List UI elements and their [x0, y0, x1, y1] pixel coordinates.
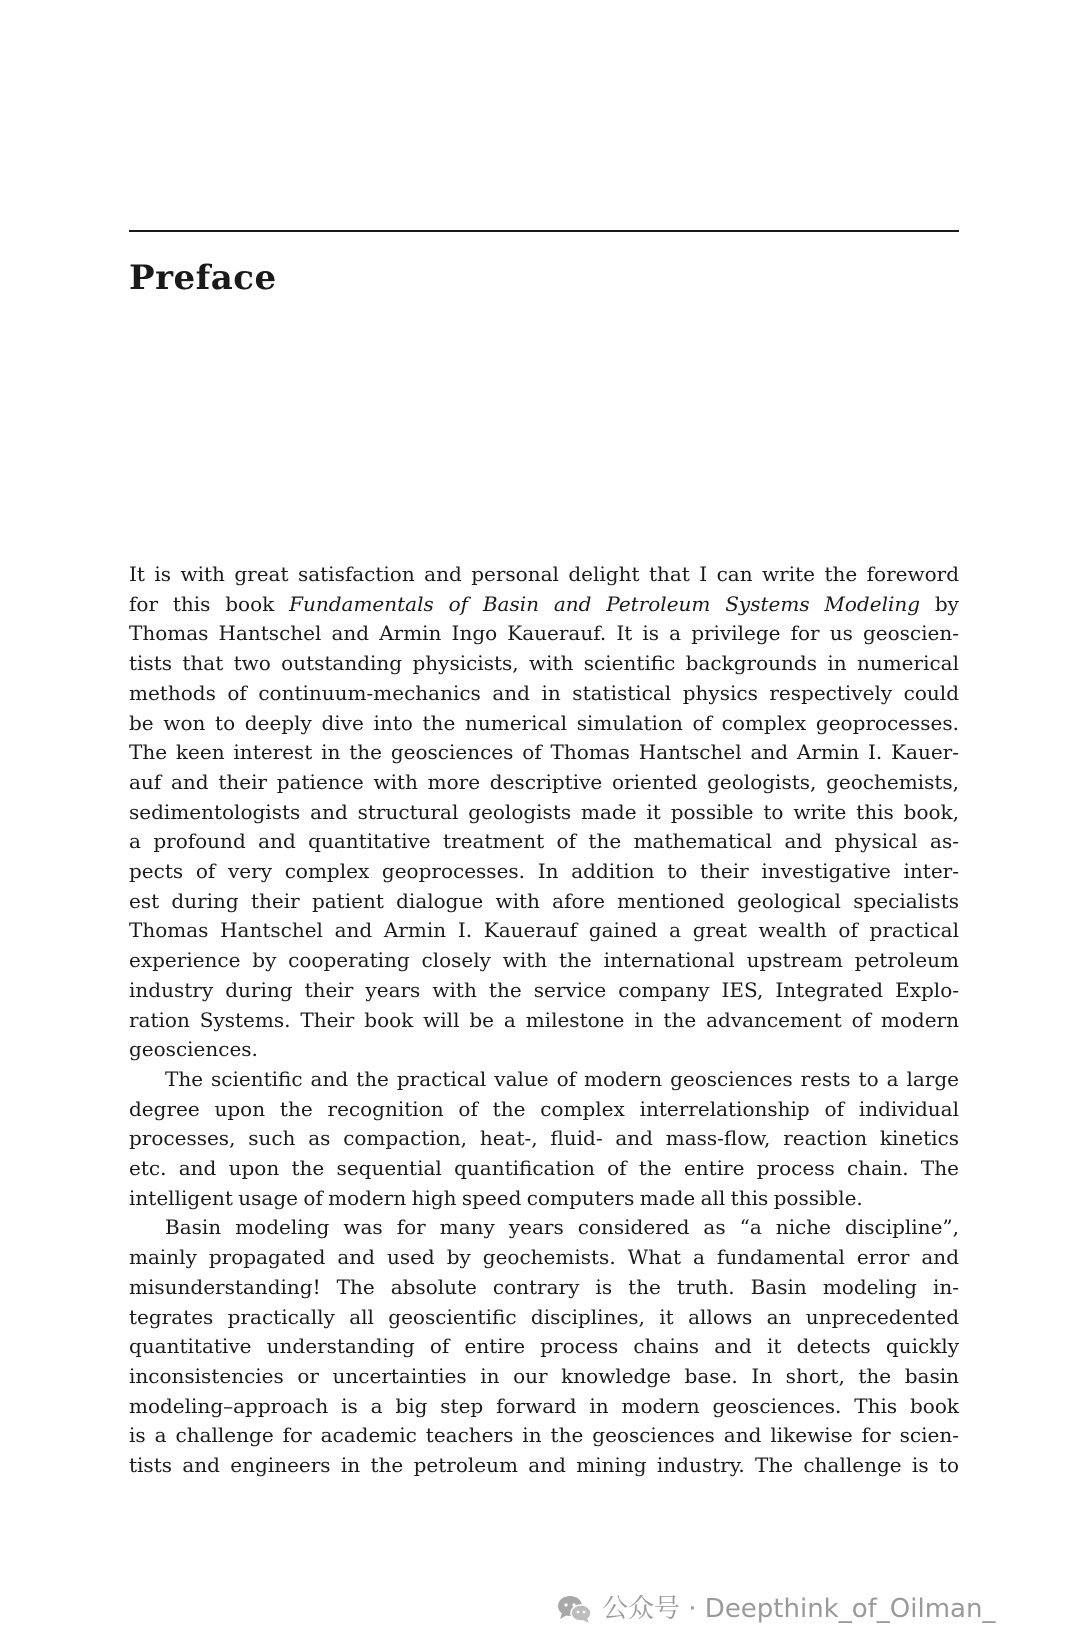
book-title-italic: Fundamentals of Basin and Petroleum Systems Modeling [289, 591, 921, 616]
text-line: degree upon the recognition of the complex interrelationship of individual [129, 1096, 959, 1121]
wechat-icon [556, 1594, 592, 1624]
text-line: inconsistencies or uncertainties in our knowledge base. In short, the basin [129, 1363, 959, 1388]
text-line: experience by cooperating closely with the international upstream petroleum [129, 948, 959, 973]
chapter-rule [129, 230, 959, 232]
chapter-title: Preface [129, 258, 277, 298]
text-line: The keen interest in the geosciences of Thomas Hantschel and Armin I. Kauer- [129, 740, 959, 765]
text-line: Thomas Hantschel and Armin Ingo Kauerauf. It is a privilege for us geoscien- [129, 621, 959, 646]
paragraph [129, 560, 959, 1065]
paragraph [129, 1213, 959, 1480]
text-line: quantitative understanding of entire process chains and it detects quickly [129, 1334, 959, 1359]
text-line: sedimentologists and structural geologists made it possible to write this book, [129, 799, 959, 824]
text-line: tegrates practically all geoscientific disciplines, it allows an unprecedented [129, 1304, 959, 1329]
watermark-text: 公众号 · Deepthink_of_Oilman_ [602, 1594, 996, 1624]
text-line: is a challenge for academic teachers in the geosciences and likewise for scien- [129, 1423, 959, 1448]
text-line: modeling–approach is a big step forward in modern geosciences. This book [129, 1393, 959, 1418]
text-line: methods of continuum-mechanics and in statistical physics respectively could [129, 680, 959, 705]
text-line: intelligent usage of modern high speed computers made all this possible. [129, 1185, 863, 1210]
text-line: tists that two outstanding physicists, with scientific backgrounds in numerical [129, 651, 959, 676]
text-line: auf and their patience with more descriptive oriented geologists, geochemists, [129, 769, 959, 794]
text-line: industry during their years with the service company IES, Integrated Explo- [129, 977, 959, 1002]
text-line: misunderstanding! The absolute contrary is the truth. Basin modeling in- [129, 1274, 959, 1299]
text-line: Basin modeling was for many years considered as “a niche discipline”, [165, 1215, 959, 1240]
text-line: pects of very complex geoprocesses. In addition to their investigative inter- [129, 859, 959, 884]
paragraph [129, 1065, 959, 1214]
text-line: tists and engineers in the petroleum and mining industry. The challenge is to [129, 1453, 959, 1478]
text-line: ration Systems. Their book will be a milestone in the advancement of modern [129, 1007, 959, 1032]
text-line: a profound and quantitative treatment of the mathematical and physical as- [129, 829, 959, 854]
text-line: be won to deeply dive into the numerical simulation of complex geoprocesses. [129, 710, 959, 735]
watermark [556, 1592, 995, 1626]
text-line: It is with great satisfaction and personal delight that I can write the foreword [129, 562, 959, 586]
text-line: mainly propagated and used by geochemists. What a fundamental error and [129, 1245, 959, 1270]
text-line: Thomas Hantschel and Armin I. Kauerauf gained a great wealth of practical [129, 918, 959, 943]
text-line: est during their patient dialogue with afore mentioned geological specialists [129, 888, 959, 913]
text-line: for this book Fundamentals of Basin and Petroleum Systems Modeling by [129, 591, 959, 616]
text-line: etc. and upon the sequential quantification of the entire process chain. The [129, 1156, 959, 1181]
text-line: geosciences. [129, 1037, 258, 1062]
text-line: The scientific and the practical value of modern geosciences rests to a large [165, 1066, 959, 1091]
preface-body [129, 560, 959, 1481]
text-line: processes, such as compaction, heat-, fluid- and mass-flow, reaction kinetics [129, 1126, 959, 1151]
